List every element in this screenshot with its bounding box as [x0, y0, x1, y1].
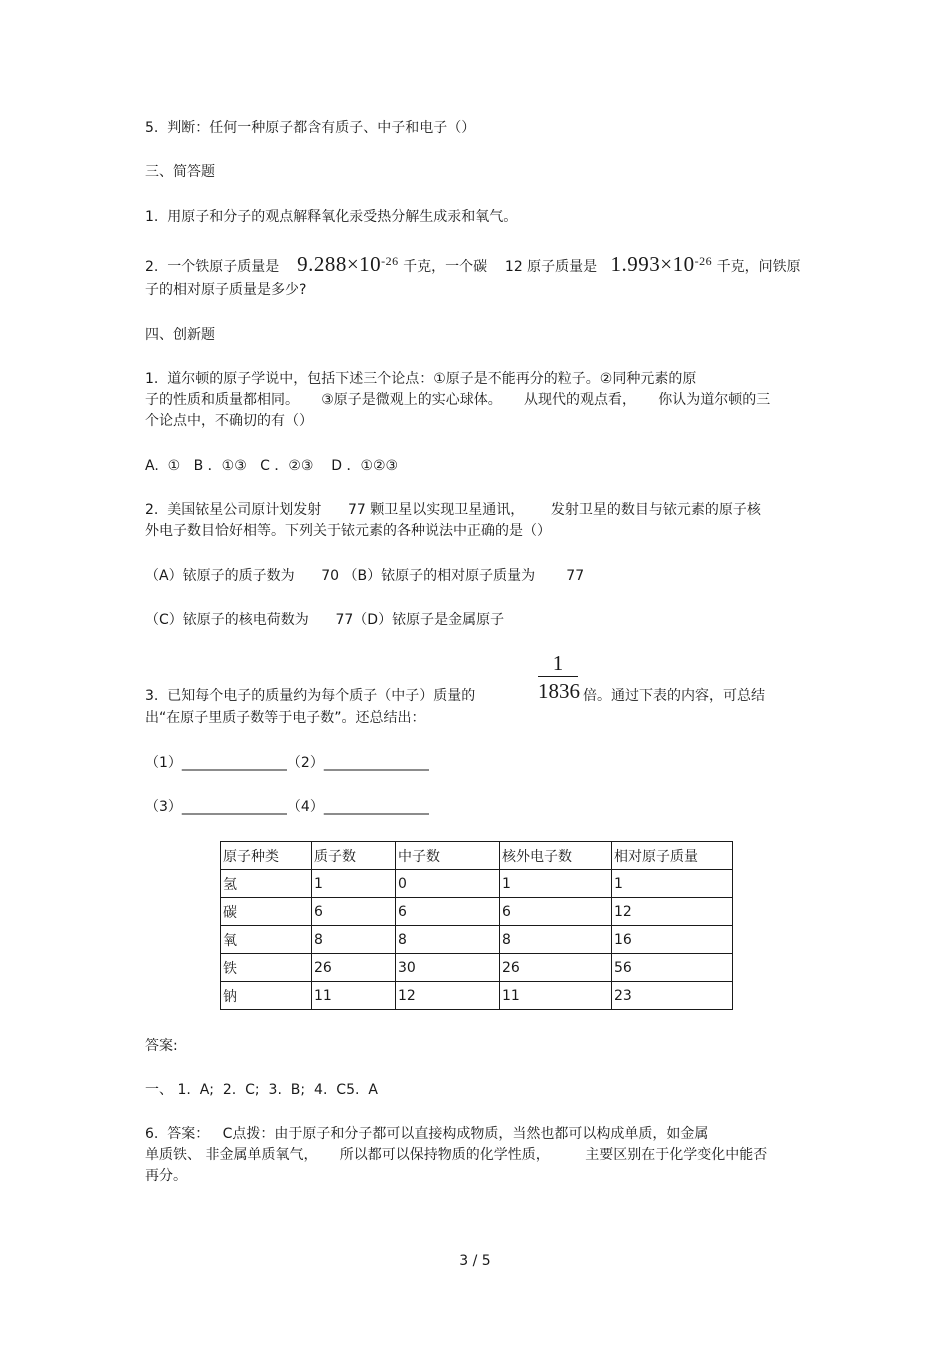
table-cell: 6	[396, 898, 500, 926]
table-cell: 1	[312, 870, 396, 898]
innovation-q3-line2: 出“在原子里质子数等于电子数”。还总结出：	[145, 710, 426, 726]
table-cell: 23	[612, 982, 733, 1010]
short-answer-q1: 1. 用原子和分子的观点解释氧化汞受热分解生成汞和氧气。	[145, 209, 518, 225]
table-row	[221, 926, 733, 954]
innovation-q3-line1a: 3. 已知每个电子的质量约为每个质子（中子）质量的	[145, 688, 476, 704]
table-header-cell: 核外电子数	[500, 842, 612, 870]
table-cell: 56	[612, 954, 733, 982]
table-cell: 16	[612, 926, 733, 954]
atom-data-table	[220, 841, 733, 1010]
table-header-cell: 质子数	[312, 842, 396, 870]
fraction-bar	[538, 676, 578, 677]
innovation-q2-line2: 外电子数目恰好相等。下列关于铱元素的各种说法中正确的是（）	[145, 523, 551, 539]
section-3-title: 三、简答题	[145, 164, 215, 180]
answer-6-line2: 单质铁、 非金属单质氧气， 所以都可以保持物质的化学性质， 主要区别在于化学变化中能否	[145, 1147, 768, 1163]
fraction-numerator: 1	[552, 651, 564, 675]
table-cell: 1	[500, 870, 612, 898]
fill-blanks-3-4: （3）_______________（4）_______________	[145, 799, 429, 815]
table-cell: 11	[312, 982, 396, 1010]
innovation-q1-options: A. ① B ．①③ C ．②③ D ．①②③	[145, 458, 399, 474]
table-cell: 1	[612, 870, 733, 898]
table-cell: 铁	[221, 954, 312, 982]
table-cell: 0	[396, 870, 500, 898]
table-cell: 8	[312, 926, 396, 954]
carbon-mass-value: $1.993\times 10^{-26}$	[610, 252, 713, 276]
table-cell: 钠	[221, 982, 312, 1010]
innovation-q1-line3: 个论点中，不确切的有（）	[145, 413, 313, 429]
table-row	[221, 982, 733, 1010]
innovation-q2-options-ab: （A）铱原子的质子数为 70 （B）铱原子的相对原子质量为 77	[145, 568, 585, 584]
table-cell: 6	[312, 898, 396, 926]
innovation-q1-line1: 1. 道尔顿的原子学说中，包括下述三个论点：①原子是不能再分的粒子。②同种元素的原	[145, 371, 697, 387]
innovation-q1-line2: 子的性质和质量都相同。 ③原子是微观上的实心球体。 从现代的观点看， 你认为道尔顿的三	[145, 392, 771, 408]
q2-text-b: 千克，一个碳 12 原子质量是	[398, 259, 611, 275]
table-row	[221, 898, 733, 926]
table-row	[221, 954, 733, 982]
table-cell: 碳	[221, 898, 312, 926]
innovation-q2-options-cd: （C）铱原子的核电荷数为 77（D）铱原子是金属原子	[145, 612, 505, 628]
table-cell: 26	[500, 954, 612, 982]
iron-mass-value: $9.288\times 10^{-26}$	[297, 252, 399, 276]
fraction-denominator: 1836	[538, 679, 580, 703]
table-header-cell: 中子数	[396, 842, 500, 870]
table-cell: 氧	[221, 926, 312, 954]
table-cell: 氢	[221, 870, 312, 898]
table-row	[221, 870, 733, 898]
table-cell: 8	[500, 926, 612, 954]
answers-part-1: 一、 1. A; 2. C; 3. B; 4. C5. A	[145, 1082, 378, 1098]
innovation-q2-line1: 2. 美国铱星公司原计划发射 77 颗卫星以实现卫星通讯， 发射卫星的数目与铱元素的原子核	[145, 502, 761, 518]
answer-6-line3: 再分。	[145, 1168, 187, 1184]
short-answer-q2-line1	[145, 252, 801, 277]
table-header-row	[221, 842, 733, 870]
section-4-title: 四、创新题	[145, 327, 215, 343]
fill-blanks-1-2: （1）_______________（2）_______________	[145, 755, 429, 771]
electron-mass-fraction	[538, 652, 578, 702]
table-cell: 12	[396, 982, 500, 1010]
q2-text-a: 2. 一个铁原子质量是	[145, 259, 298, 275]
short-answer-q2-line2: 子的相对原子质量是多少?	[145, 282, 307, 298]
table-cell: 30	[396, 954, 500, 982]
table-cell: 8	[396, 926, 500, 954]
answers-title: 答案:	[145, 1038, 178, 1054]
answer-6-line1: 6. 答案： C点拨：由于原子和分子都可以直接构成物质，当然也都可以构成单质，如金属	[145, 1126, 709, 1142]
table-header-cell: 相对原子质量	[612, 842, 733, 870]
innovation-q3-line1b: 倍。通过下表的内容，可总结	[583, 688, 765, 704]
table-cell: 26	[312, 954, 396, 982]
q2-text-c: 千克，问铁原	[712, 259, 801, 275]
page-number: 3 / 5	[459, 1253, 491, 1269]
table-cell: 6	[500, 898, 612, 926]
judge-question-5: 5. 判断：任何一种原子都含有质子、中子和电子（）	[145, 120, 476, 136]
table-header-cell: 原子种类	[221, 842, 312, 870]
table-cell: 11	[500, 982, 612, 1010]
table-cell: 12	[612, 898, 733, 926]
